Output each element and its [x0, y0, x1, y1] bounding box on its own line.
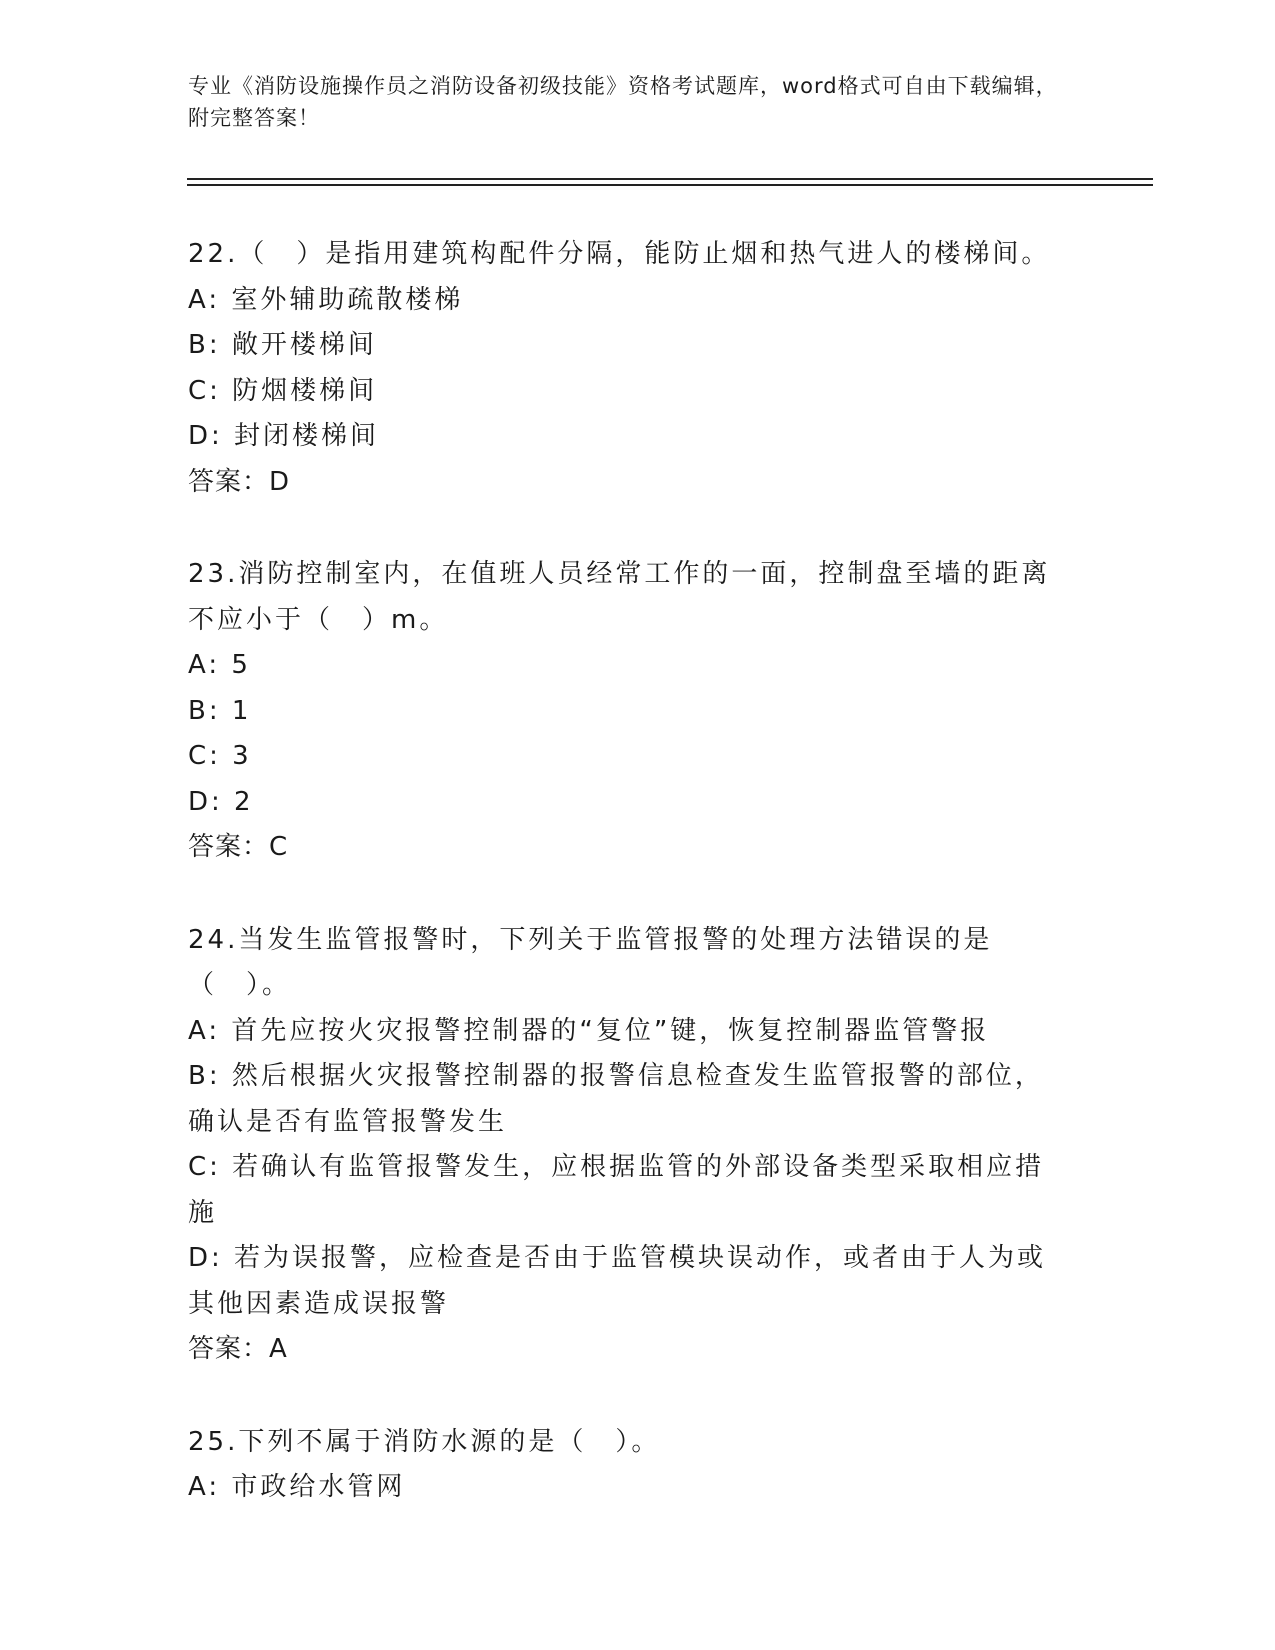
question-24	[188, 918, 1068, 1373]
question-stem: 24.当发生监管报警时，下列关于监管报警的处理方法错误的是（ ）。	[188, 924, 993, 1000]
option-a: A: 室外辅助疏散楼梯	[188, 284, 464, 315]
option-c: C: 若确认有监管报警发生，应根据监管的外部设备类型采取相应措施	[188, 1152, 1045, 1228]
question-stem: 22.（ ）是指用建筑构配件分隔，能防止烟和热气进人的楼梯间。	[188, 239, 1051, 269]
header-divider-bottom	[187, 184, 1153, 186]
question-list	[188, 232, 1068, 1511]
option-c: C: 3	[188, 741, 252, 771]
option-d: D: 2	[188, 786, 254, 817]
answer-label: 答案：A	[188, 1334, 288, 1364]
option-d: D: 封闭楼梯间	[188, 421, 380, 451]
option-d: D: 若为误报警，应检查是否由于监管模块误动作，或者由于人为或其他因素造成误报警	[188, 1243, 1047, 1319]
question-22	[188, 232, 1068, 505]
option-c: C: 防烟楼梯间	[188, 375, 378, 406]
option-b: B: 1	[188, 695, 252, 726]
option-b: B: 敞开楼梯间	[188, 330, 377, 360]
option-a: A: 首先应按火灾报警控制器的“复位”键，恢复控制器监管警报	[188, 1015, 990, 1046]
document-header: 专业《消防设施操作员之消防设备初级技能》资格考试题库，word格式可自由下载编辑，附完整答案！	[188, 74, 1058, 130]
header-divider-top	[187, 178, 1153, 180]
question-23	[188, 552, 1068, 871]
question-stem: 23.消防控制室内，在值班人员经常工作的一面，控制盘至墙的距离不应小于（ ）m。	[188, 559, 1051, 635]
answer-label: 答案：D	[188, 466, 291, 497]
answer-label: 答案：C	[188, 832, 289, 862]
question-25	[188, 1420, 1068, 1511]
option-a: A: 市政给水管网	[188, 1472, 406, 1502]
option-a: A: 5	[188, 650, 251, 680]
question-stem: 25.下列不属于消防水源的是（ ）。	[188, 1426, 661, 1457]
option-b: B: 然后根据火灾报警控制器的报警信息检查发生监管报警的部位，确认是否有监管报警发生	[188, 1061, 1044, 1137]
